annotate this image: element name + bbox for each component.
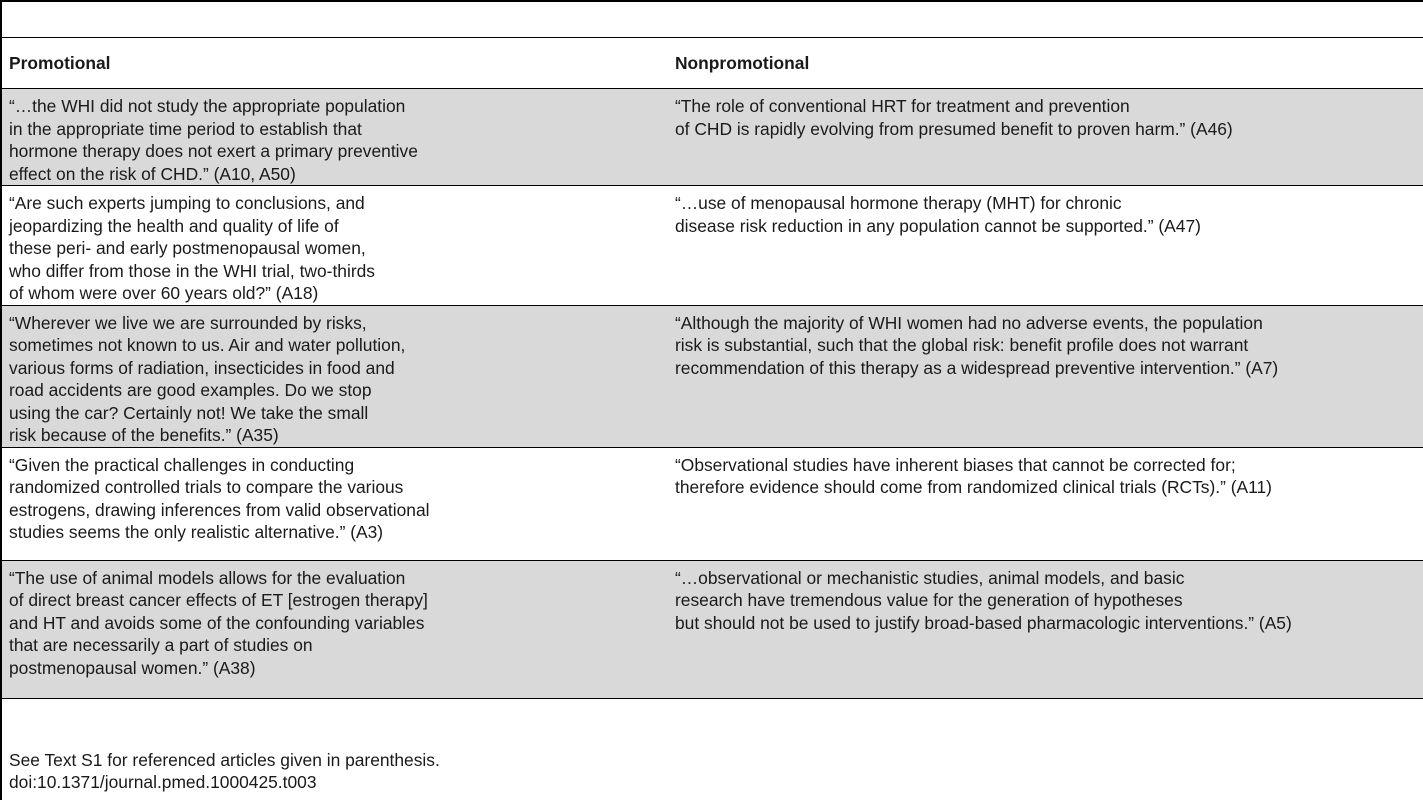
header-promotional: Promotional [9,52,111,73]
promotional-cell [2,560,675,698]
table-row [2,89,1423,186]
table-row [2,560,1423,698]
promotional-quote: “Given the practical challenges in conducting randomized controlled trials to compare the various estrogens, drawing inferences from valid observational studies seems the only realistic alternative.” (A3) [9,454,430,542]
nonpromotional-quote: “…observational or mechanistic studies, animal models, and basic research have tremendous value for the generation of hypotheses but should not be used to justify broad-based pharmacologic interventions.” (A5) [675,567,1292,633]
quotes-table [2,37,1423,699]
table-row [2,186,1423,306]
nonpromotional-cell [675,560,1423,698]
top-rule [2,0,1423,2]
promotional-cell [2,89,675,186]
table-header [2,38,1423,89]
header-nonpromotional: Nonpromotional [675,52,810,73]
table-row [2,305,1423,447]
nonpromotional-quote: “Although the majority of WHI women had no adverse events, the population risk is substantial, such that the global risk: benefit profile does not warrant recommendation of this therapy as a widespread preventive intervention.” (A7) [675,312,1279,378]
nonpromotional-quote: “Observational studies have inherent biases that cannot be corrected for; therefore evidence should come from randomized clinical trials (RCTs).” (A11) [675,454,1272,497]
promotional-cell [2,186,675,306]
footnote: See Text S1 for referenced articles given in parenthesis. [9,750,440,770]
nonpromotional-cell [675,186,1423,306]
promotional-quote: “Wherever we live we are surrounded by risks, sometimes not known to us. Air and water pollution, various forms of radiation, insecticides in food and road accidents are good examples. Do we stop using the car? Certainly not! We take the small risk because of the benefits.” (A35) [9,312,406,445]
nonpromotional-quote: “The role of conventional HRT for treatment and prevention of CHD is rapidly evolving from presumed benefit to proven harm.” (A46) [675,96,1233,139]
nonpromotional-cell [675,447,1423,560]
promotional-quote: “Are such experts jumping to conclusions, and jeopardizing the health and quality of life of these peri- and early postmenopausal women, who differ from those in the WHI trial, two-thirds of whom were over 60 years old?” (A18) [9,193,375,303]
doi-text: doi:10.1371/journal.pmed.1000425.t003 [9,772,317,792]
promotional-cell [2,305,675,447]
table-row [2,447,1423,560]
nonpromotional-cell [675,305,1423,447]
table-body [2,89,1423,699]
table-footer [9,749,440,793]
promotional-quote: “…the WHI did not study the appropriate population in the appropriate time period to establish that hormone therapy does not exert a primary preventive effect on the risk of CHD.” (A10, A50) [9,96,418,184]
promotional-cell [2,447,675,560]
nonpromotional-cell [675,89,1423,186]
nonpromotional-quote: “…use of menopausal hormone therapy (MHT) for chronic disease risk reduction in any population cannot be supported.” (A47) [675,193,1201,236]
promotional-quote: “The use of animal models allows for the evaluation of direct breast cancer effects of ET [estrogen therapy] and HT and avoids some of the confounding variables that are necessarily a part of studies on postmenopausal women.” (A38) [9,567,428,678]
header-row [2,38,1423,89]
